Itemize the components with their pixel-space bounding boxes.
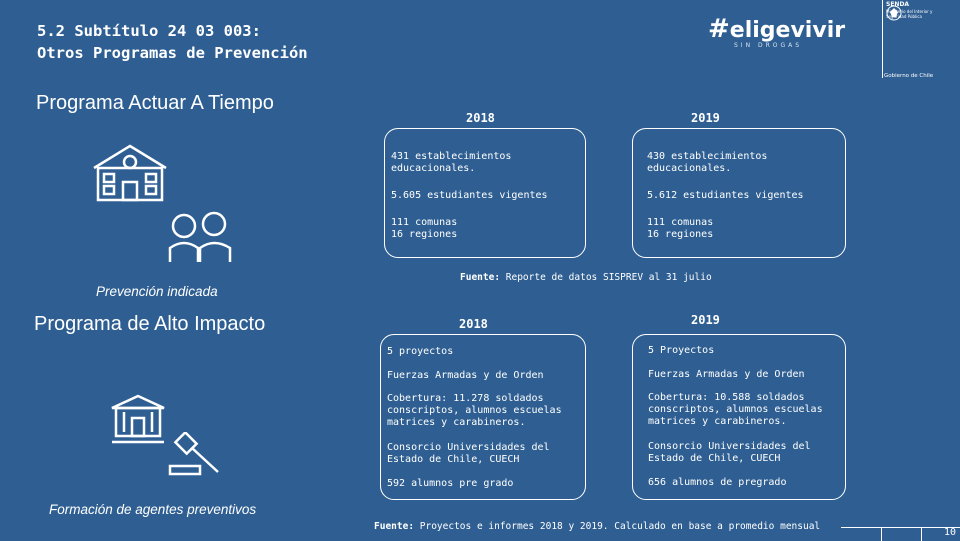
institution-building-icon bbox=[108, 392, 168, 448]
section2-b-row-3: Cobertura: 10.588 soldados conscriptos, alumnos escuelas matrices y carabineros. bbox=[648, 392, 823, 427]
section2-title: Programa de Alto Impacto bbox=[34, 313, 266, 335]
gov-divider bbox=[882, 0, 883, 78]
section1-year-b: 2019 bbox=[691, 111, 720, 125]
page-number: 10 bbox=[943, 527, 956, 538]
section2-a-row-4: Consorcio Universidades del Estado de Chile, CUECH bbox=[387, 442, 550, 465]
section1-source-label: Fuente: bbox=[460, 272, 501, 283]
section1-a-row-3: 111 comunas 16 regiones bbox=[391, 217, 458, 240]
brand-word-a: elige bbox=[729, 18, 791, 43]
section1-a-row-1: 431 establecimientos educacionales. bbox=[391, 151, 512, 174]
section2-b-row-5: 656 alumnos de pregrado bbox=[648, 477, 787, 488]
gov-org: SENDA bbox=[886, 1, 910, 8]
section1-b-row-1: 430 establecimientos educacionales. bbox=[647, 151, 768, 174]
section1-title: Programa Actuar A Tiempo bbox=[36, 92, 274, 114]
students-icon bbox=[164, 208, 236, 264]
title-line-1: 5.2 Subtítulo 24 03 003: bbox=[37, 22, 261, 40]
section2-a-row-5: 592 alumnos pre grado bbox=[387, 478, 514, 489]
brand-word-b: vivir bbox=[790, 18, 846, 43]
title-line-2: Otros Programas de Prevención bbox=[37, 44, 308, 62]
section2-a-row-1: 5 proyectos bbox=[387, 346, 454, 357]
section2-b-row-2: Fuerzas Armadas y de Orden bbox=[648, 369, 805, 380]
section1-caption: Prevención indicada bbox=[96, 284, 218, 299]
section2-caption: Formación de agentes preventivos bbox=[49, 502, 257, 517]
eligevivir-logo bbox=[708, 14, 846, 54]
page-title bbox=[37, 20, 308, 64]
section2-b-row-4: Consorcio Universidades del Estado de Chile, CUECH bbox=[648, 441, 811, 464]
section1-year-a: 2018 bbox=[466, 111, 495, 125]
section1-source bbox=[460, 272, 712, 283]
section2-source bbox=[374, 521, 820, 532]
section2-b-row-1: 5 Proyectos bbox=[648, 345, 715, 356]
brand-hash: # bbox=[708, 14, 730, 44]
section2-box-a bbox=[380, 334, 586, 500]
section1-box-b bbox=[632, 128, 846, 258]
school-building-icon bbox=[90, 140, 170, 202]
section2-source-text: Proyectos e informes 2018 y 2019. Calculado en base a promedio mensual bbox=[414, 521, 821, 532]
section1-b-row-3: 111 comunas 16 regiones bbox=[647, 217, 714, 240]
footer-grid bbox=[841, 527, 960, 541]
section2-a-row-2: Fuerzas Armadas y de Orden bbox=[387, 370, 544, 381]
senda-logo bbox=[884, 0, 938, 72]
gov-ministry: Ministerio del Interior y Seguridad Pública bbox=[886, 9, 933, 19]
section2-a-row-3: Cobertura: 11.278 soldados conscriptos, alumnos escuelas matrices y carabineros. bbox=[387, 393, 562, 428]
gavel-icon bbox=[166, 432, 222, 478]
section2-box-b bbox=[632, 334, 846, 500]
section1-source-text: Reporte de datos SISPREV al 31 julio bbox=[500, 272, 712, 283]
section2-source-label: Fuente: bbox=[374, 521, 415, 532]
section1-a-row-2: 5.605 estudiantes vigentes bbox=[391, 190, 548, 201]
section2-year-b: 2019 bbox=[691, 313, 720, 327]
section1-box-a bbox=[384, 128, 586, 258]
brand-subtitle: SIN DROGAS bbox=[734, 42, 803, 49]
gov-label: Gobierno de Chile bbox=[884, 73, 934, 79]
section2-year-a: 2018 bbox=[459, 317, 488, 331]
section1-b-row-2: 5.612 estudiantes vigentes bbox=[647, 190, 804, 201]
